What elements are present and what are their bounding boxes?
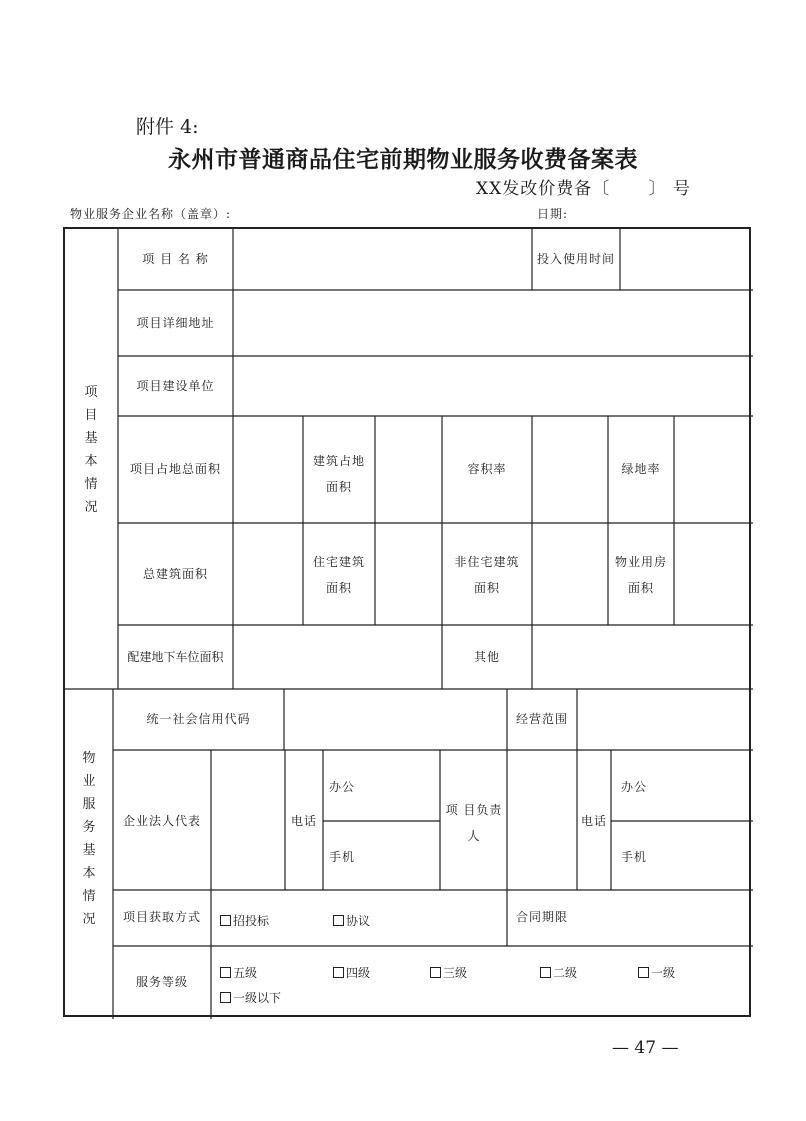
acquisition-label: 项目获取方式 xyxy=(122,910,201,924)
underground-parking-label: 配建地下车位面积 xyxy=(127,650,224,664)
address-label: 项目详细地址 xyxy=(136,316,215,330)
page-number: — 47 — xyxy=(612,1038,679,1058)
mobile-label-2: 手机 xyxy=(621,850,648,864)
level-option-3[interactable]: 三级 xyxy=(430,964,467,981)
annex-label: 附件 4: xyxy=(136,116,199,138)
table-grid xyxy=(65,229,753,1019)
building-footprint-label: 建筑占地面积 xyxy=(312,454,365,494)
section2-title: 物业服务基本情况 xyxy=(82,751,96,927)
service-level-label: 服务等级 xyxy=(135,975,188,989)
project-name-label: 项 目 名 称 xyxy=(142,252,209,266)
checkbox-icon xyxy=(540,967,551,978)
phone-label-1: 电话 xyxy=(290,814,317,828)
plot-ratio-label: 容积率 xyxy=(467,462,507,476)
in-use-time-label: 投入使用时间 xyxy=(536,252,615,266)
project-manager-label: 项 目负责人 xyxy=(445,803,503,843)
office-label-2: 办公 xyxy=(621,780,648,794)
green-ratio-label: 绿地率 xyxy=(621,462,661,476)
credit-code-label: 统一社会信用代码 xyxy=(146,712,251,726)
level-option-2[interactable]: 二级 xyxy=(540,964,577,981)
other-label: 其他 xyxy=(473,650,500,664)
checkbox-icon xyxy=(430,967,441,978)
developer-label: 项目建设单位 xyxy=(136,379,215,393)
phone-label-2: 电话 xyxy=(580,814,607,828)
level-option-below-1[interactable]: 一级以下 xyxy=(220,989,281,1006)
total-floor-area-label: 总建筑面积 xyxy=(142,567,208,581)
checkbox-icon xyxy=(220,915,231,926)
filing-table xyxy=(63,227,751,1017)
non-residential-area-label: 非住宅建筑面积 xyxy=(454,555,520,595)
bidding-option[interactable]: 招投标 xyxy=(220,912,269,929)
legal-rep-label: 企业法人代表 xyxy=(122,814,201,828)
document-number: XX发改价费备〔 〕 号 xyxy=(476,179,692,199)
checkbox-icon xyxy=(333,915,344,926)
business-scope-label: 经营范围 xyxy=(515,712,568,726)
checkbox-icon xyxy=(220,992,231,1003)
checkbox-icon xyxy=(333,967,344,978)
mobile-label-1: 手机 xyxy=(329,850,356,864)
checkbox-icon xyxy=(220,967,231,978)
level-option-4[interactable]: 四级 xyxy=(333,964,370,981)
date-label: 日期: xyxy=(537,207,569,221)
property-room-area-label: 物业用房面积 xyxy=(614,555,667,595)
level-option-1[interactable]: 一级 xyxy=(638,964,675,981)
office-label-1: 办公 xyxy=(329,780,356,794)
agreement-option[interactable]: 协议 xyxy=(333,912,370,929)
level-option-5[interactable]: 五级 xyxy=(220,964,257,981)
form-title: 永州市普通商品住宅前期物业服务收费备案表 xyxy=(168,146,638,173)
company-name-label: 物业服务企业名称（盖章）: xyxy=(70,207,232,221)
residential-area-label: 住宅建筑面积 xyxy=(312,555,365,595)
section1-title: 项目基本情况 xyxy=(84,385,98,515)
checkbox-icon xyxy=(638,967,649,978)
land-area-label: 项目占地总面积 xyxy=(129,462,221,476)
contract-term-label: 合同期限 xyxy=(515,910,568,924)
